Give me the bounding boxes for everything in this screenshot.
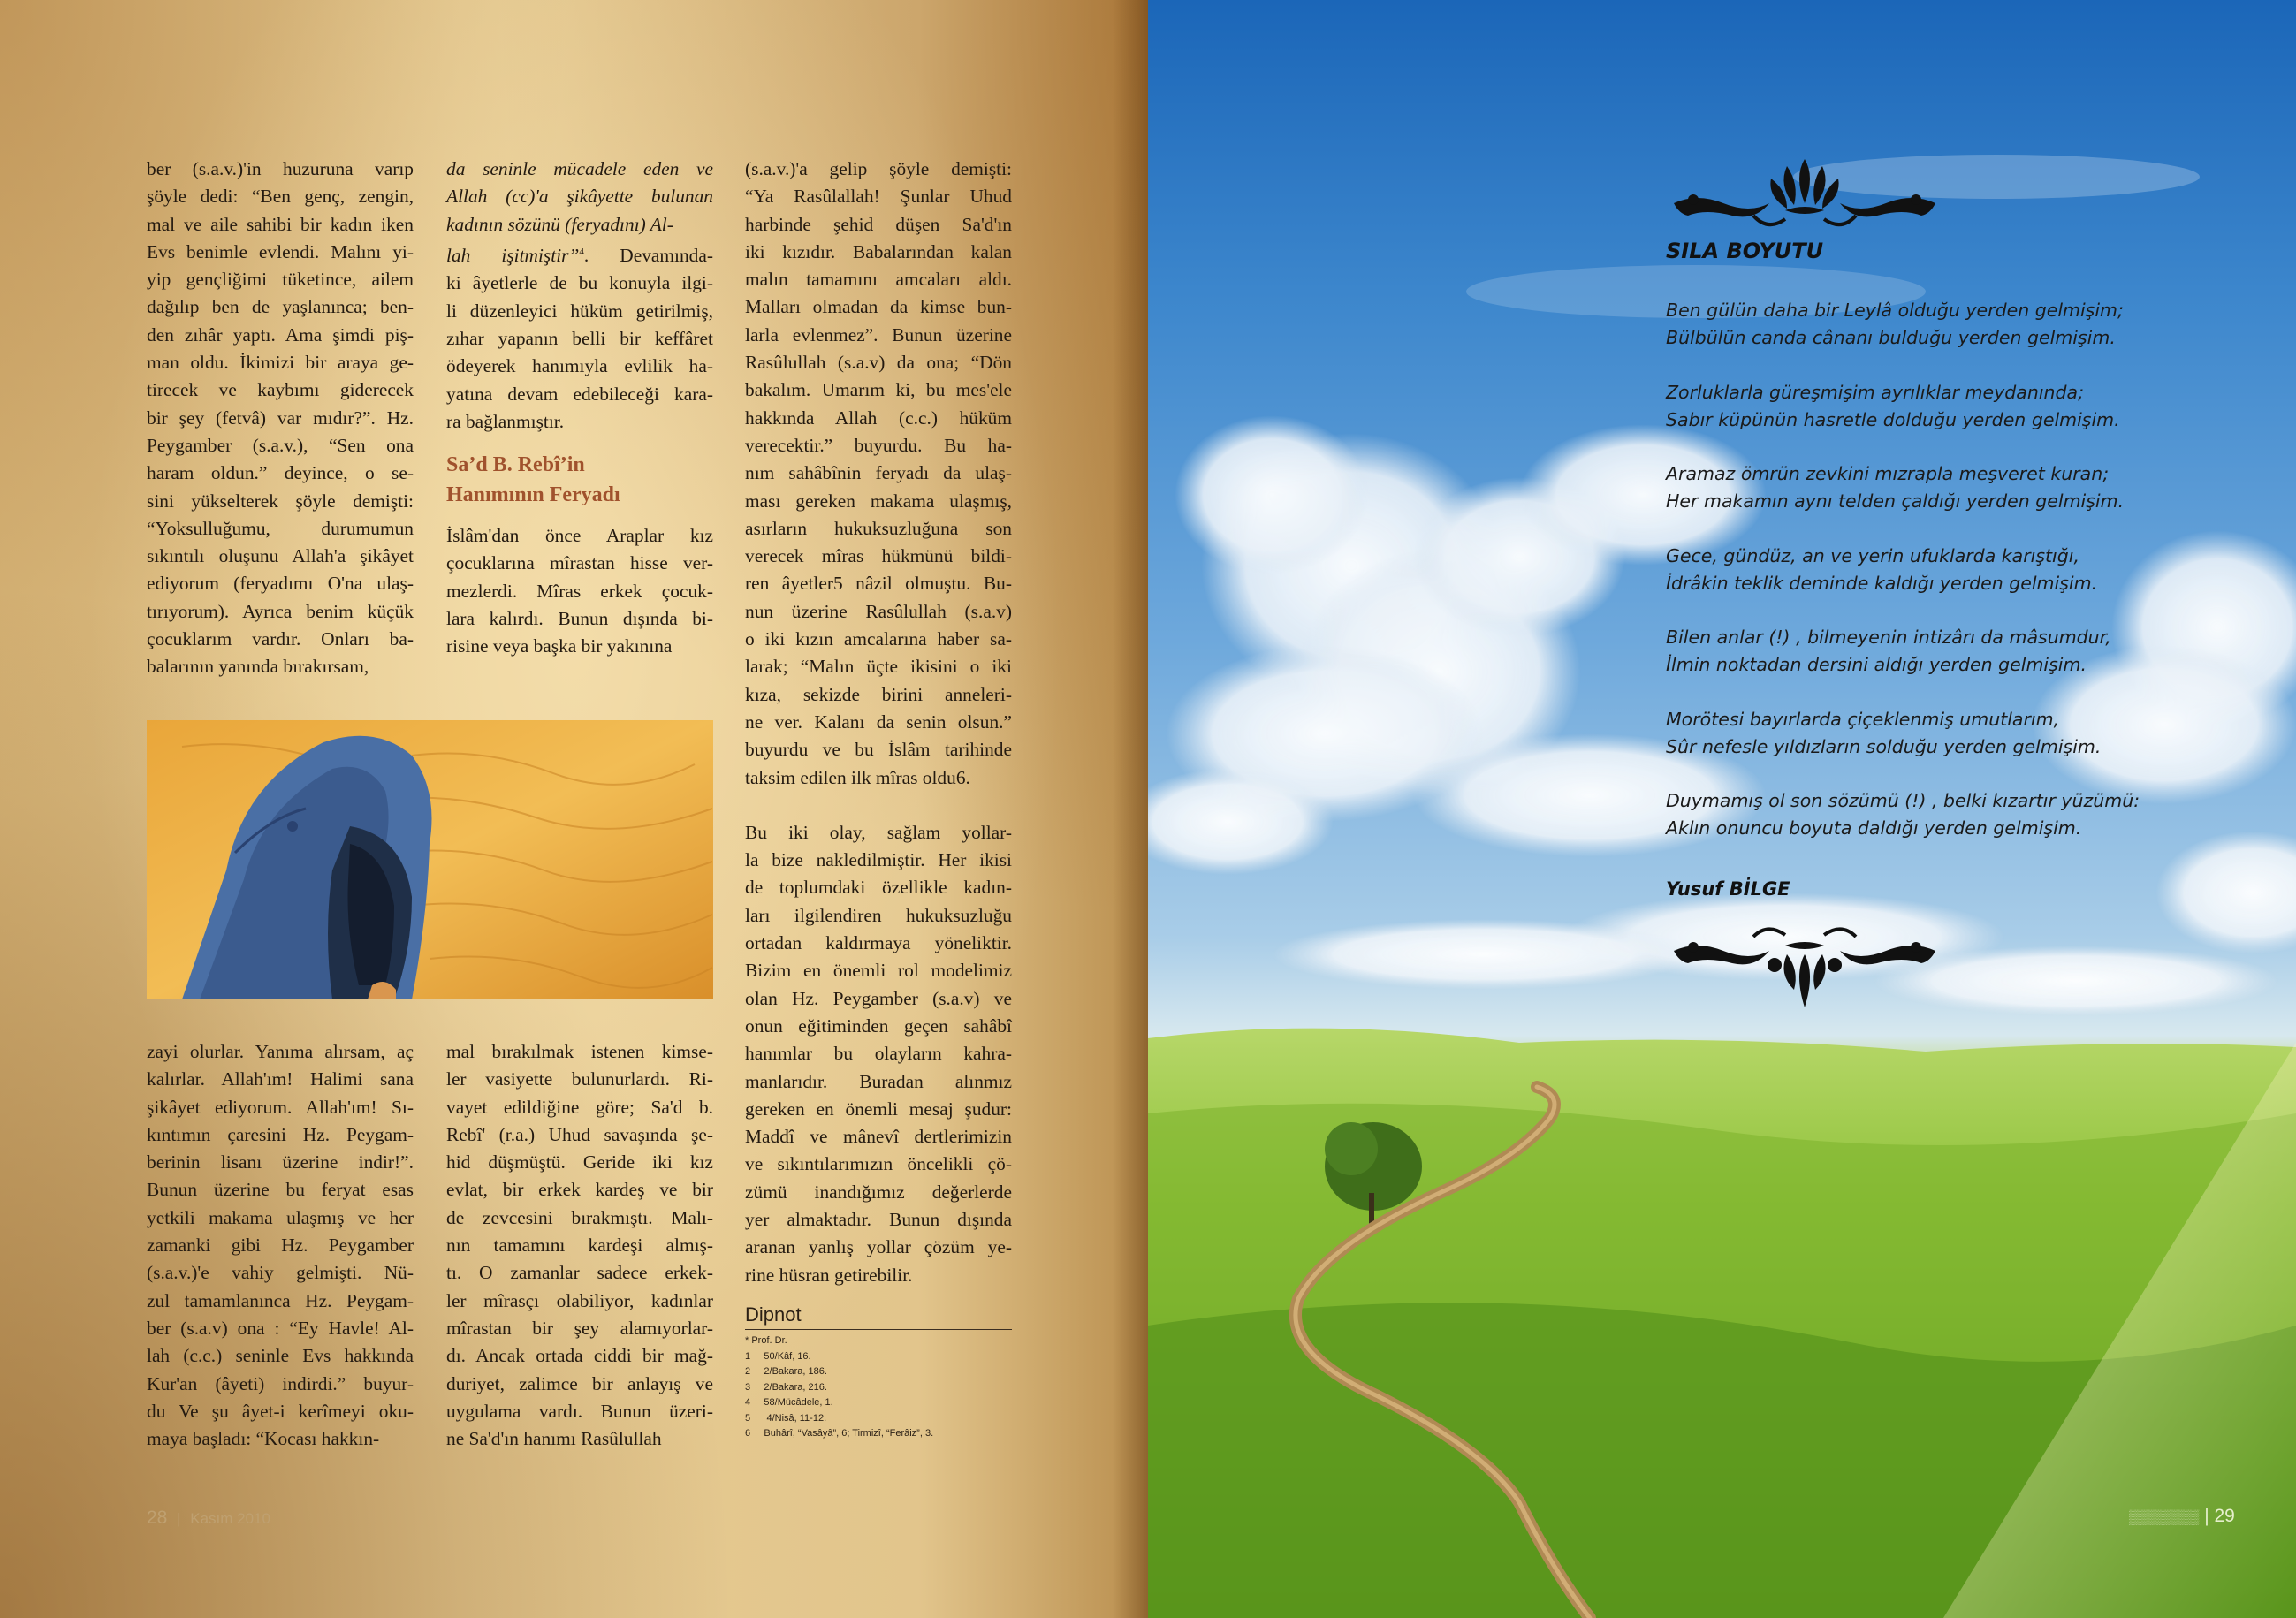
poem-stanza	[1666, 543, 2161, 597]
poem-line: Bilen anlar (!) , bilmeyenin intizârı da mâsumdur,	[1666, 627, 2111, 648]
text-line: İslâm'dan önce Araplar kız	[446, 525, 713, 547]
text-line: ödeyerek hanımıyla evlilik ha-	[446, 355, 713, 377]
issue-date: Kasım 2010	[190, 1510, 270, 1527]
poem-line: Morötesi bayırlarda çiçeklenmiş umutlarım,	[1666, 708, 2060, 730]
text-line: kıza, sekizde birini anneleri-	[745, 683, 1012, 705]
text-line: yatına devam edebileceği kara-	[446, 383, 713, 405]
text-line: berinin lisanı üzerine indir!”.	[147, 1151, 414, 1174]
text-line: ber (s.a.v.)'in huzuruna varıp	[147, 158, 414, 179]
text-line: “Ya Rasûlallah! Şunlar Uhud	[745, 186, 1012, 208]
text-line: (s.a.v.)'a gelip şöyle demişti:	[745, 158, 1012, 179]
poem-line: Sûr nefesle yıldızların solduğu yerden gelmişim.	[1666, 735, 2102, 757]
poem-stanza	[1666, 297, 2161, 352]
poem-stanza	[1666, 787, 2161, 842]
text-line: zamanki gibi Hz. Peygamber	[147, 1234, 414, 1257]
poem-line: Duymamış ol son sözümü (!) , belki kızartır yüzümü:	[1666, 790, 2140, 811]
text-line: Kur'an (âyeti) indirdi.” buyur-	[147, 1372, 414, 1394]
text-line: uygulama vardı. Bunun üzeri-	[446, 1400, 713, 1422]
text-line: bakalım. Umarım ki, bu mes'ele	[745, 379, 1012, 401]
text-line: kadının sözünü (feryadını) Al-	[446, 213, 673, 235]
text-line: zıhar yapanın belli bir keffâret	[446, 327, 713, 349]
text-line: tirecek ve kaybımı giderecek	[147, 379, 414, 401]
text-line: bir şey (fetvâ) var mıdır?”. Hz.	[147, 406, 414, 429]
text-line: man oldu. İkimizi bir araya ge-	[147, 352, 414, 374]
text-line: mal bırakılmak istenen kimse-	[446, 1041, 713, 1062]
section-heading	[446, 450, 713, 510]
text-line: dağılıp ben de yaşlanınca; ben-	[147, 296, 414, 318]
text-line: ması gereken makama ulaşmış,	[745, 490, 1012, 512]
text-line: Maddî ve mânevî dertlerimizin	[745, 1126, 1012, 1148]
text-line: verecektir.” buyurdu. Bu ha-	[745, 434, 1012, 456]
column-1-bottom	[147, 1038, 414, 1453]
text-line: risine veya başka bir yakınına	[446, 635, 673, 657]
column-3	[745, 156, 1012, 1289]
text-line: manlarıdır. Buradan alınmız	[745, 1070, 1012, 1092]
poem-stanza	[1666, 379, 2161, 434]
page-number: 29	[2214, 1506, 2235, 1526]
text-line: li düzenleyici hüküm getirilmiş,	[446, 300, 713, 322]
column-2-top	[446, 156, 713, 661]
footnotes-title: Dipnot	[745, 1303, 1012, 1330]
text-line: yer almaktadır. Bunun dışında	[745, 1208, 1012, 1230]
poem	[1666, 297, 2161, 870]
page-number-left: 28 | Kasım 2010	[147, 1508, 270, 1528]
text-line: sıkıntılı oluşunu Allah'a şikâyet	[147, 545, 414, 567]
veiled-woman-illustration	[147, 720, 713, 999]
text-line: olan Hz. Peygamber (s.a.v) ve	[745, 987, 1012, 1009]
footnote-line: 6 Buhârî, “Vasâyâ”, 6; Tirmizî, “Ferâiz”, 3.	[745, 1428, 934, 1439]
text-line: zayi olurlar. Yanıma alırsam, aç	[147, 1041, 414, 1062]
footnotes	[745, 1303, 1012, 1442]
text-line: du Ve şu âyet-i kerîmeyi oku-	[147, 1400, 414, 1422]
footnote-line: 4 58/Mücâdele, 1.	[745, 1397, 833, 1408]
text-line: maya başladı: “Kocası hakkın-	[147, 1428, 380, 1450]
text-line: tırıyorum). Ayrıca benim küçük	[147, 600, 414, 622]
text-line: hakkında Allah (c.c.) hüküm	[745, 406, 1012, 429]
text-line: Bu iki olay, sağlam yollar-	[745, 821, 1012, 843]
text-line: harbinde şehid düşen Sa'd'ın	[745, 213, 1012, 235]
text-line: ren âyetler5 nâzil olmuştu. Bu-	[745, 573, 1012, 595]
text-line: lara kalırdı. Bunun dışında bi-	[446, 607, 713, 629]
text-line: lah (c.c.) seninle Evs hakkında	[147, 1345, 414, 1367]
text-line: tı. O zamanlar sadece erkek-	[446, 1262, 713, 1284]
footnote-line: 5 4/Nisâ, 11-12.	[745, 1412, 827, 1424]
poem-line: İlmin noktadan dersini aldığı yerden gelmişim.	[1666, 654, 2087, 675]
text-line: vayet edildiğine göre; Sa'd b.	[446, 1096, 713, 1118]
text-line: duriyet, zalimce bir anlayış ve	[446, 1372, 713, 1394]
text-line: verecek mîras hükmünü bildi-	[745, 545, 1012, 567]
text-line: hanımlar bu olayların kahra-	[745, 1043, 1012, 1065]
footnote-line: * Prof. Dr.	[745, 1335, 787, 1346]
poem-line: Her makamın aynı telden çaldığı yerden gelmişim.	[1666, 490, 2125, 512]
text-line: şikâyet ediyorum. Allah'ım! Sı-	[147, 1096, 414, 1118]
text-line: rine hüsran getirebilir.	[745, 1264, 913, 1286]
text-line: de zevcesini bırakmıştı. Malı-	[446, 1206, 713, 1228]
text-line: ler vasiyette bulunurlardı. Ri-	[446, 1068, 713, 1090]
text-line: şöyle dedi: “Ben genç, zengin,	[147, 186, 414, 208]
text-line: da seninle mücadele eden ve	[446, 158, 713, 179]
text-line: ne ver. Kalanı da senin olsun.”	[745, 710, 1012, 733]
column-2-mixed-line: lah işitmiştir”$^4$. Devamında-	[446, 245, 713, 267]
text-line: Evs benimle evlendi. Malını yi-	[147, 240, 414, 262]
text-line: evlat, bir erkek kardeş ve bir	[446, 1179, 713, 1201]
heading-line-1: Sa’d B. Rebî’in	[446, 453, 585, 477]
text-line: o iki kızın amcalarına haber sa-	[745, 628, 1012, 650]
text-line: ve sıkıntılarımızın öncelikli çö-	[745, 1153, 1012, 1175]
text-line: Peygamber (s.a.v.), “Sen ona	[147, 434, 414, 456]
poem-stanza	[1666, 624, 2161, 679]
page-number: 28	[147, 1508, 168, 1528]
poem-line: Aklın onuncu boyuta daldığı yerden gelmişim.	[1666, 817, 2082, 839]
text-line: kalırlar. Allah'ım! Halimi sana	[147, 1068, 414, 1090]
text-line: kıntımın çaresini Hz. Peygam-	[147, 1123, 414, 1145]
text-line: (s.a.v.)'e vahiy gelmişti. Nü-	[147, 1262, 414, 1284]
text-line: taksim edilen ilk mîras oldu6.	[745, 766, 970, 788]
text-line: zümü inandığımız değerlerde	[745, 1181, 1012, 1203]
poem-line: Bülbülün canda cânanı bulduğu yerden gelmişim.	[1666, 327, 2116, 348]
poem-author: Yusuf BİLGE	[1666, 878, 1790, 900]
text-line: Bizim en önemli rol modelimiz	[745, 960, 1012, 982]
text-line: buyurdu ve bu İslâm tarihinde	[745, 739, 1012, 761]
text-line: mîrastan bir şey alamıyorlar-	[446, 1317, 713, 1339]
footnote-line: 3 2/Bakara, 216.	[745, 1381, 827, 1393]
text-line: haram oldun.” deyince, o se-	[147, 462, 414, 484]
text-line: ne Sa'd'ın hanımı Rasûlullah	[446, 1428, 662, 1450]
text-line: nın tamamını kardeşi almış-	[446, 1234, 713, 1257]
text-line: yetkili makama ulaşmış ve her	[147, 1206, 414, 1228]
poem-title: SILA BOYUTU	[1666, 239, 1824, 263]
text-line: çocuklarına mîrastan hisse ver-	[446, 552, 713, 574]
text-line: dı. Ancak ortada ciddi bir mağ-	[446, 1345, 713, 1367]
text-line: hid düşmüştü. Geride iki kız	[446, 1151, 713, 1174]
text-line: ra bağlanmıştır.	[446, 410, 565, 432]
text-line: sini yükselterek şöyle demişti:	[147, 490, 414, 512]
text-line: “Yoksulluğumu, durumumun	[147, 517, 414, 539]
poem-line: İdrâkin teklik deminde kaldığı yerden gelmişim.	[1666, 572, 2098, 594]
text-line: mal ve aile sahibi bir kadın iken	[147, 213, 414, 235]
poem-line: Aramaz ömrün zevkini mızrapla meşveret kuran;	[1666, 463, 2110, 484]
text-line: aranan yanlış yollar çözüm ye-	[745, 1236, 1012, 1258]
text-line: nun üzerine Rasûlullah (s.a.v)	[745, 600, 1012, 622]
poem-line: Sabır küpünün hasretle dolduğu yerden gelmişim.	[1666, 408, 2120, 430]
text-line: de toplumdaki özellikle kadın-	[745, 877, 1012, 899]
text-line: zul tamamlanınca Hz. Peygam-	[147, 1289, 414, 1311]
text-line: ki âyetlerle de bu konuyla ilgi-	[446, 272, 713, 294]
column-2-bottom	[446, 1038, 713, 1453]
poem-line: Zorluklarla güreşmişim ayrılıklar meydanında;	[1666, 381, 2085, 403]
text-line: balarının yanında bırakırsam,	[147, 656, 369, 678]
text-line: gereken en önemli mesaj şudur:	[745, 1098, 1012, 1120]
column-1-top	[147, 156, 414, 681]
poem-line: Gece, gündüz, an ve yerin ufuklarda karıştığı,	[1666, 544, 2079, 566]
text-line: ları ilgilendiren hukuksuzluğu	[745, 904, 1012, 926]
text-line: la bize nakledilmiştir. Her ikisi	[745, 849, 1012, 871]
text-line: onun eğitiminden geçen sahâbî	[745, 1014, 1012, 1037]
text-line: yip gençliğimi tüketince, ailem	[147, 269, 414, 291]
text-line: Allah (cc)'a şikâyette bulunan	[446, 186, 713, 208]
text-line: larla evlenmez”. Bunun üzerine	[745, 323, 1012, 346]
text-line: asırların hukuksuzluğuna son	[745, 517, 1012, 539]
text-line: mezlerdi. Mîras erkek çocuk-	[446, 580, 713, 602]
poem-stanza	[1666, 706, 2161, 761]
page-number-right: ▒▒▒▒▒▒▒ | 29	[2129, 1506, 2235, 1526]
poem-line: Ben gülün daha bir Leylâ olduğu yerden gelmişim;	[1666, 300, 2124, 321]
text-line: ortadan kaldırmaya yöneliktir.	[745, 932, 1012, 954]
poem-stanza	[1666, 460, 2161, 515]
bottom-ornament-icon	[1670, 919, 1939, 1016]
footnote-line: 2 2/Bakara, 186.	[745, 1366, 827, 1377]
footnote-line: 1 50/Kâf, 16.	[745, 1350, 811, 1362]
text-line: den zıhâr yaptı. Ama şimdi piş-	[147, 323, 414, 346]
text-line: ler mîrasçı olabiliyor, kadınlar	[446, 1289, 713, 1311]
text-line: çocuklarım vardır. Onları ba-	[147, 628, 414, 650]
text-line: ediyorum (feryadımı O'na ulaş-	[147, 573, 414, 595]
top-ornament-icon	[1670, 141, 1939, 235]
text-line: Bunun üzerine bu feryat esas	[147, 1179, 414, 1201]
text-line: Rebî' (r.a.) Uhud savaşında şe-	[446, 1123, 713, 1145]
heading-line-2: Hanımının Feryadı	[446, 483, 620, 507]
text-line: Rasûlullah (s.a.v) da ona; “Dön	[745, 352, 1012, 374]
text-line: ber (s.a.v) ona : “Ey Havle! Al-	[147, 1317, 414, 1339]
text-line: iki kızıdır. Babalarından kalan	[745, 240, 1012, 262]
text-line: larak; “Malın üçte ikisini o iki	[745, 656, 1012, 678]
text-line: malın tamamını amcaları aldı.	[745, 269, 1012, 291]
text-line: Malları olmadan da kimse bun-	[745, 296, 1012, 318]
text-line: nım sahâbînin feryadı da ulaş-	[745, 462, 1012, 484]
